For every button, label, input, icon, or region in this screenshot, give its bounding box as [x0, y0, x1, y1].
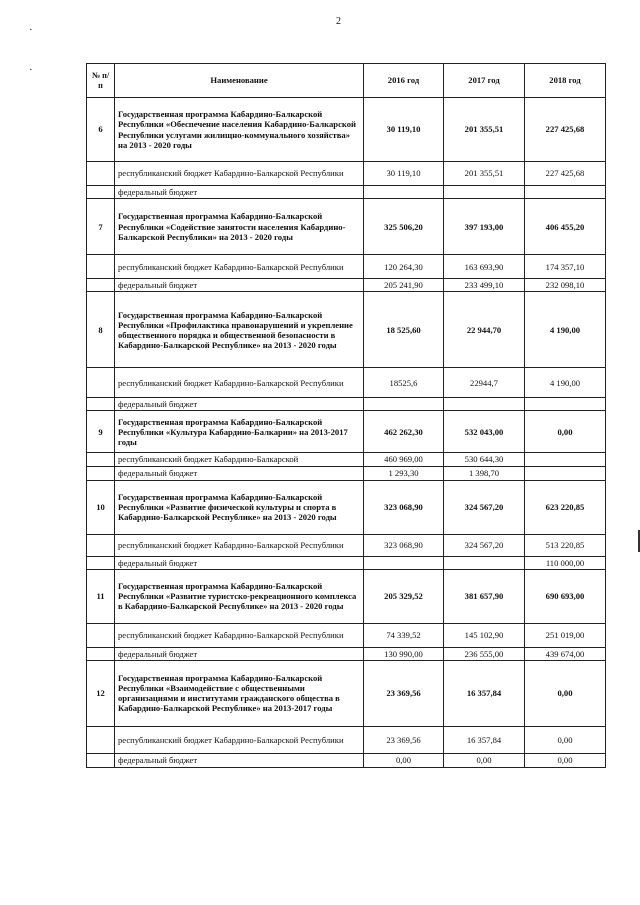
- row-number: [87, 647, 115, 660]
- value-2017: 397 193,00: [444, 199, 525, 255]
- row-number: 11: [87, 569, 115, 623]
- value-2018: 232 098,10: [525, 279, 606, 292]
- value-2018: 227 425,68: [525, 162, 606, 186]
- budget-row: [87, 186, 606, 199]
- value-2017: 145 102,90: [444, 623, 525, 647]
- value-2016: 462 262,30: [364, 411, 444, 453]
- value-2018: 110 000,00: [525, 556, 606, 569]
- row-name: федеральный бюджет: [115, 186, 364, 199]
- value-2017: 16 357,84: [444, 726, 525, 753]
- value-2017: 163 693,90: [444, 255, 525, 279]
- value-2018: 227 425,68: [525, 98, 606, 162]
- budget-row: [87, 753, 606, 767]
- value-2017: 381 657,90: [444, 569, 525, 623]
- value-2016: 205 241,90: [364, 279, 444, 292]
- row-number: [87, 534, 115, 556]
- value-2016: 0,00: [364, 753, 444, 767]
- row-number: [87, 186, 115, 199]
- value-2016: 30 119,10: [364, 98, 444, 162]
- value-2016: 23 369,56: [364, 726, 444, 753]
- row-number: [87, 623, 115, 647]
- row-name: федеральный бюджет: [115, 556, 364, 569]
- program-row: [87, 480, 606, 534]
- header-2016: 2016 год: [364, 64, 444, 98]
- row-name: Государственная программа Кабардино-Балкарской Республики «Взаимодействие с общественными организациями и институтами гражданского общества в Кабардино-Балкарской Республике» на 2013-2017 годы: [115, 660, 364, 726]
- row-name: Государственная программа Кабардино-Балкарской Республики «Развитие туристско-рекреационного комплекса в Кабардино-Балкарской Республике» на 2013 - 2020 годы: [115, 569, 364, 623]
- value-2016: [364, 398, 444, 411]
- row-name: федеральный бюджет: [115, 279, 364, 292]
- row-number: 7: [87, 199, 115, 255]
- budget-row: [87, 623, 606, 647]
- budget-row: [87, 534, 606, 556]
- row-name: федеральный бюджет: [115, 753, 364, 767]
- row-name: республиканский бюджет Кабардино-Балкарской Республики: [115, 162, 364, 186]
- value-2016: 18 525,60: [364, 292, 444, 368]
- row-name: Государственная программа Кабардино-Балкарской Республики «Культура Кабардино-Балкарии» на 2013-2017 годы: [115, 411, 364, 453]
- value-2018: 174 357,10: [525, 255, 606, 279]
- value-2016: 130 990,00: [364, 647, 444, 660]
- value-2016: 18525,6: [364, 368, 444, 398]
- program-row: [87, 199, 606, 255]
- row-number: 8: [87, 292, 115, 368]
- value-2016: 323 068,90: [364, 480, 444, 534]
- value-2016: 323 068,90: [364, 534, 444, 556]
- value-2018: [525, 466, 606, 480]
- row-number: [87, 162, 115, 186]
- value-2016: 120 264,30: [364, 255, 444, 279]
- row-name: Государственная программа Кабардино-Балкарской Республики «Развитие физической культуры и спорта в Кабардино-Балкарской Республике» на 2013 - 2020 годы: [115, 480, 364, 534]
- value-2017: 16 357,84: [444, 660, 525, 726]
- value-2017: 233 499,10: [444, 279, 525, 292]
- value-2016: 460 969,00: [364, 453, 444, 466]
- row-name: республиканский бюджет Кабардино-Балкарской Республики: [115, 255, 364, 279]
- value-2016: 1 293,30: [364, 466, 444, 480]
- value-2018: [525, 186, 606, 199]
- value-2018: 406 455,20: [525, 199, 606, 255]
- budget-row: [87, 647, 606, 660]
- value-2018: [525, 398, 606, 411]
- row-number: 10: [87, 480, 115, 534]
- row-number: [87, 279, 115, 292]
- row-name: республиканский бюджет Кабардино-Балкарской Республики: [115, 623, 364, 647]
- value-2016: 23 369,56: [364, 660, 444, 726]
- budget-row: [87, 466, 606, 480]
- row-number: [87, 398, 115, 411]
- value-2018: 690 693,00: [525, 569, 606, 623]
- row-number: [87, 368, 115, 398]
- value-2017: 201 355,51: [444, 98, 525, 162]
- row-name: Государственная программа Кабардино-Балкарской Республики «Профилактика правонарушений и укрепление общественного порядка и общественной безопасности в Кабардино-Балкарской Республике» на 2013 - 2020 годы: [115, 292, 364, 368]
- value-2017: 0,00: [444, 753, 525, 767]
- budget-table: [86, 63, 606, 768]
- value-2017: [444, 398, 525, 411]
- value-2018: 0,00: [525, 753, 606, 767]
- value-2018: 623 220,85: [525, 480, 606, 534]
- row-number: [87, 466, 115, 480]
- program-row: [87, 660, 606, 726]
- value-2018: 0,00: [525, 660, 606, 726]
- row-number: 12: [87, 660, 115, 726]
- table-header-row: [87, 64, 606, 98]
- value-2016: 325 506,20: [364, 199, 444, 255]
- value-2017: 201 355,51: [444, 162, 525, 186]
- value-2018: 513 220,85: [525, 534, 606, 556]
- value-2016: [364, 186, 444, 199]
- value-2017: [444, 186, 525, 199]
- header-2017: 2017 год: [444, 64, 525, 98]
- value-2016: 30 119,10: [364, 162, 444, 186]
- row-name: республиканский бюджет Кабардино-Балкарской: [115, 453, 364, 466]
- row-name: Государственная программа Кабардино-Балкарской Республики «Содействие занятости населения Кабардино-Балкарской Республики» на 2013 - 2020 годы: [115, 199, 364, 255]
- row-name: федеральный бюджет: [115, 466, 364, 480]
- row-number: [87, 556, 115, 569]
- value-2016: [364, 556, 444, 569]
- budget-row: [87, 368, 606, 398]
- value-2016: 74 339,52: [364, 623, 444, 647]
- header-2018: 2018 год: [525, 64, 606, 98]
- budget-row: [87, 162, 606, 186]
- row-number: [87, 453, 115, 466]
- budget-row: [87, 556, 606, 569]
- budget-row: [87, 255, 606, 279]
- value-2018: 0,00: [525, 726, 606, 753]
- row-name: республиканский бюджет Кабардино-Балкарской Республики: [115, 726, 364, 753]
- program-row: [87, 411, 606, 453]
- value-2017: 236 555,00: [444, 647, 525, 660]
- page-number: 2: [336, 16, 341, 27]
- row-number: [87, 255, 115, 279]
- header-name: Наименование: [115, 64, 364, 98]
- value-2017: 324 567,20: [444, 480, 525, 534]
- value-2017: 324 567,20: [444, 534, 525, 556]
- scan-mark: ·: [29, 64, 33, 76]
- value-2017: 532 043,00: [444, 411, 525, 453]
- row-name: республиканский бюджет Кабардино-Балкарской Республики: [115, 368, 364, 398]
- row-number: 9: [87, 411, 115, 453]
- value-2018: 251 019,00: [525, 623, 606, 647]
- row-name: федеральный бюджет: [115, 647, 364, 660]
- program-row: [87, 98, 606, 162]
- row-name: Государственная программа Кабардино-Балкарской Республики «Обеспечение населения Кабардино-Балкарской Республики услугами жилищно-коммунального хозяйства» на 2013 - 2020 годы: [115, 98, 364, 162]
- budget-row: [87, 279, 606, 292]
- value-2017: 1 398,70: [444, 466, 525, 480]
- row-name: федеральный бюджет: [115, 398, 364, 411]
- scan-mark: ·: [29, 24, 33, 36]
- value-2018: 439 674,00: [525, 647, 606, 660]
- value-2017: 530 644,30: [444, 453, 525, 466]
- value-2017: [444, 556, 525, 569]
- budget-row: [87, 398, 606, 411]
- value-2016: 205 329,52: [364, 569, 444, 623]
- header-number: № п/п: [87, 64, 115, 98]
- value-2018: 4 190,00: [525, 292, 606, 368]
- value-2017: 22944,7: [444, 368, 525, 398]
- program-row: [87, 292, 606, 368]
- program-row: [87, 569, 606, 623]
- value-2017: 22 944,70: [444, 292, 525, 368]
- row-number: 6: [87, 98, 115, 162]
- budget-row: [87, 453, 606, 466]
- value-2018: 4 190,00: [525, 368, 606, 398]
- value-2018: 0,00: [525, 411, 606, 453]
- row-number: [87, 753, 115, 767]
- row-number: [87, 726, 115, 753]
- value-2018: [525, 453, 606, 466]
- budget-row: [87, 726, 606, 753]
- row-name: республиканский бюджет Кабардино-Балкарской Республики: [115, 534, 364, 556]
